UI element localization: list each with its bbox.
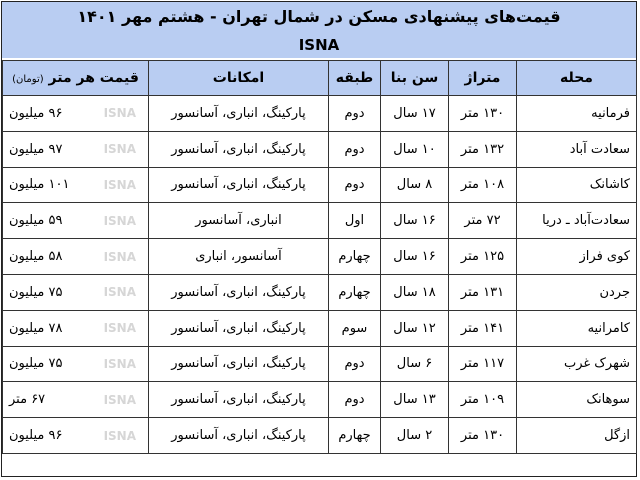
cell-price	[3, 96, 149, 132]
cell-area: ۱۰۸ متر	[449, 167, 517, 203]
table-row	[3, 382, 637, 418]
table-row	[3, 239, 637, 275]
table-row	[3, 167, 637, 203]
cell-amenities: آسانسور، انباری	[149, 239, 329, 275]
cell-floor: دوم	[329, 96, 381, 132]
cell-neighborhood: جردن	[517, 274, 637, 310]
cell-amenities: پارکینگ، انباری، آسانسور	[149, 274, 329, 310]
header-neighborhood: محله	[517, 61, 637, 96]
cell-age: ۱۳ سال	[381, 382, 449, 418]
watermark-text: ISNA	[103, 285, 136, 300]
cell-floor: دوم	[329, 167, 381, 203]
watermark-text: ISNA	[103, 213, 136, 228]
cell-floor: چهارم	[329, 418, 381, 454]
header-price-unit: (تومان)	[12, 74, 44, 85]
cell-age: ۸ سال	[381, 167, 449, 203]
cell-neighborhood: کاشانک	[517, 167, 637, 203]
cell-area: ۱۰۹ متر	[449, 382, 517, 418]
cell-neighborhood: ازگل	[517, 418, 637, 454]
price-value: ۱۰۱ میلیون	[9, 177, 70, 193]
cell-age: ۱۰ سال	[381, 131, 449, 167]
watermark-text: ISNA	[103, 356, 136, 371]
cell-floor: سوم	[329, 310, 381, 346]
cell-amenities: پارکینگ، انباری، آسانسور	[149, 346, 329, 382]
watermark-text: ISNA	[103, 106, 136, 121]
table-row	[3, 274, 637, 310]
cell-amenities: پارکینگ، انباری، آسانسور	[149, 310, 329, 346]
cell-age: ۱۶ سال	[381, 239, 449, 275]
cell-amenities: پارکینگ، انباری، آسانسور	[149, 167, 329, 203]
cell-neighborhood: فرمانیه	[517, 96, 637, 132]
cell-price	[3, 239, 149, 275]
price-value: ۹۷ میلیون	[9, 141, 63, 157]
header-price	[3, 61, 149, 96]
cell-age: ۶ سال	[381, 346, 449, 382]
cell-area: ۱۳۲ متر	[449, 131, 517, 167]
cell-area: ۱۲۵ متر	[449, 239, 517, 275]
cell-area: ۱۱۷ متر	[449, 346, 517, 382]
cell-price	[3, 203, 149, 239]
cell-amenities: پارکینگ، انباری، آسانسور	[149, 131, 329, 167]
table-row	[3, 96, 637, 132]
cell-floor: دوم	[329, 131, 381, 167]
page-title: قیمت‌های پیشنهادی مسکن در شمال تهران - هشتم مهر ۱۴۰۱	[2, 2, 636, 32]
watermark-text: ISNA	[103, 321, 136, 336]
cell-amenities: انباری، آسانسور	[149, 203, 329, 239]
table-row	[3, 131, 637, 167]
cell-neighborhood: سوهانک	[517, 382, 637, 418]
price-value: ۷۵ میلیون	[9, 284, 63, 300]
table-row	[3, 418, 637, 454]
header-area: متراژ	[449, 61, 517, 96]
header-price-label: قیمت هر متر	[48, 70, 139, 86]
watermark-text: ISNA	[103, 428, 136, 443]
header-floor: طبقه	[329, 61, 381, 96]
cell-floor: اول	[329, 203, 381, 239]
price-value: ۶۷ متر	[9, 392, 46, 408]
cell-age: ۱۸ سال	[381, 274, 449, 310]
cell-amenities: پارکینگ، انباری، آسانسور	[149, 382, 329, 418]
cell-neighborhood: کامرانیه	[517, 310, 637, 346]
cell-price	[3, 382, 149, 418]
cell-age: ۱۲ سال	[381, 310, 449, 346]
cell-price	[3, 274, 149, 310]
watermark-text: ISNA	[103, 177, 136, 192]
table-row	[3, 310, 637, 346]
cell-area: ۱۴۱ متر	[449, 310, 517, 346]
brand-label: ISNA	[2, 31, 636, 58]
table-header-row	[3, 61, 637, 96]
price-value: ۷۸ میلیون	[9, 320, 63, 336]
cell-area: ۱۳۰ متر	[449, 96, 517, 132]
cell-amenities: پارکینگ، انباری، آسانسور	[149, 96, 329, 132]
cell-floor: چهارم	[329, 239, 381, 275]
cell-area: ۷۲ متر	[449, 203, 517, 239]
price-value: ۹۶ میلیون	[9, 428, 63, 444]
cell-floor: دوم	[329, 382, 381, 418]
cell-age: ۱۷ سال	[381, 96, 449, 132]
cell-floor: چهارم	[329, 274, 381, 310]
cell-price	[3, 167, 149, 203]
cell-price	[3, 310, 149, 346]
cell-price	[3, 131, 149, 167]
cell-area: ۱۳۱ متر	[449, 274, 517, 310]
cell-neighborhood: کوی فراز	[517, 239, 637, 275]
cell-age: ۱۶ سال	[381, 203, 449, 239]
table-row	[3, 346, 637, 382]
cell-amenities: پارکینگ، انباری، آسانسور	[149, 418, 329, 454]
price-table	[2, 60, 637, 454]
cell-floor: دوم	[329, 346, 381, 382]
cell-price	[3, 346, 149, 382]
header-age: سن بنا	[381, 61, 449, 96]
price-value: ۹۶ میلیون	[9, 105, 63, 121]
price-value: ۵۸ میلیون	[9, 249, 63, 265]
watermark-text: ISNA	[103, 392, 136, 407]
cell-neighborhood: شهرک غرب	[517, 346, 637, 382]
cell-price	[3, 418, 149, 454]
price-value: ۵۹ میلیون	[9, 213, 63, 229]
table-row	[3, 203, 637, 239]
price-value: ۷۵ میلیون	[9, 356, 63, 372]
cell-neighborhood: سعادت‌آباد ـ دریا	[517, 203, 637, 239]
header-amenities: امکانات	[149, 61, 329, 96]
cell-age: ۲ سال	[381, 418, 449, 454]
watermark-text: ISNA	[103, 142, 136, 157]
watermark-text: ISNA	[103, 249, 136, 264]
cell-area: ۱۳۰ متر	[449, 418, 517, 454]
cell-neighborhood: سعادت آباد	[517, 131, 637, 167]
